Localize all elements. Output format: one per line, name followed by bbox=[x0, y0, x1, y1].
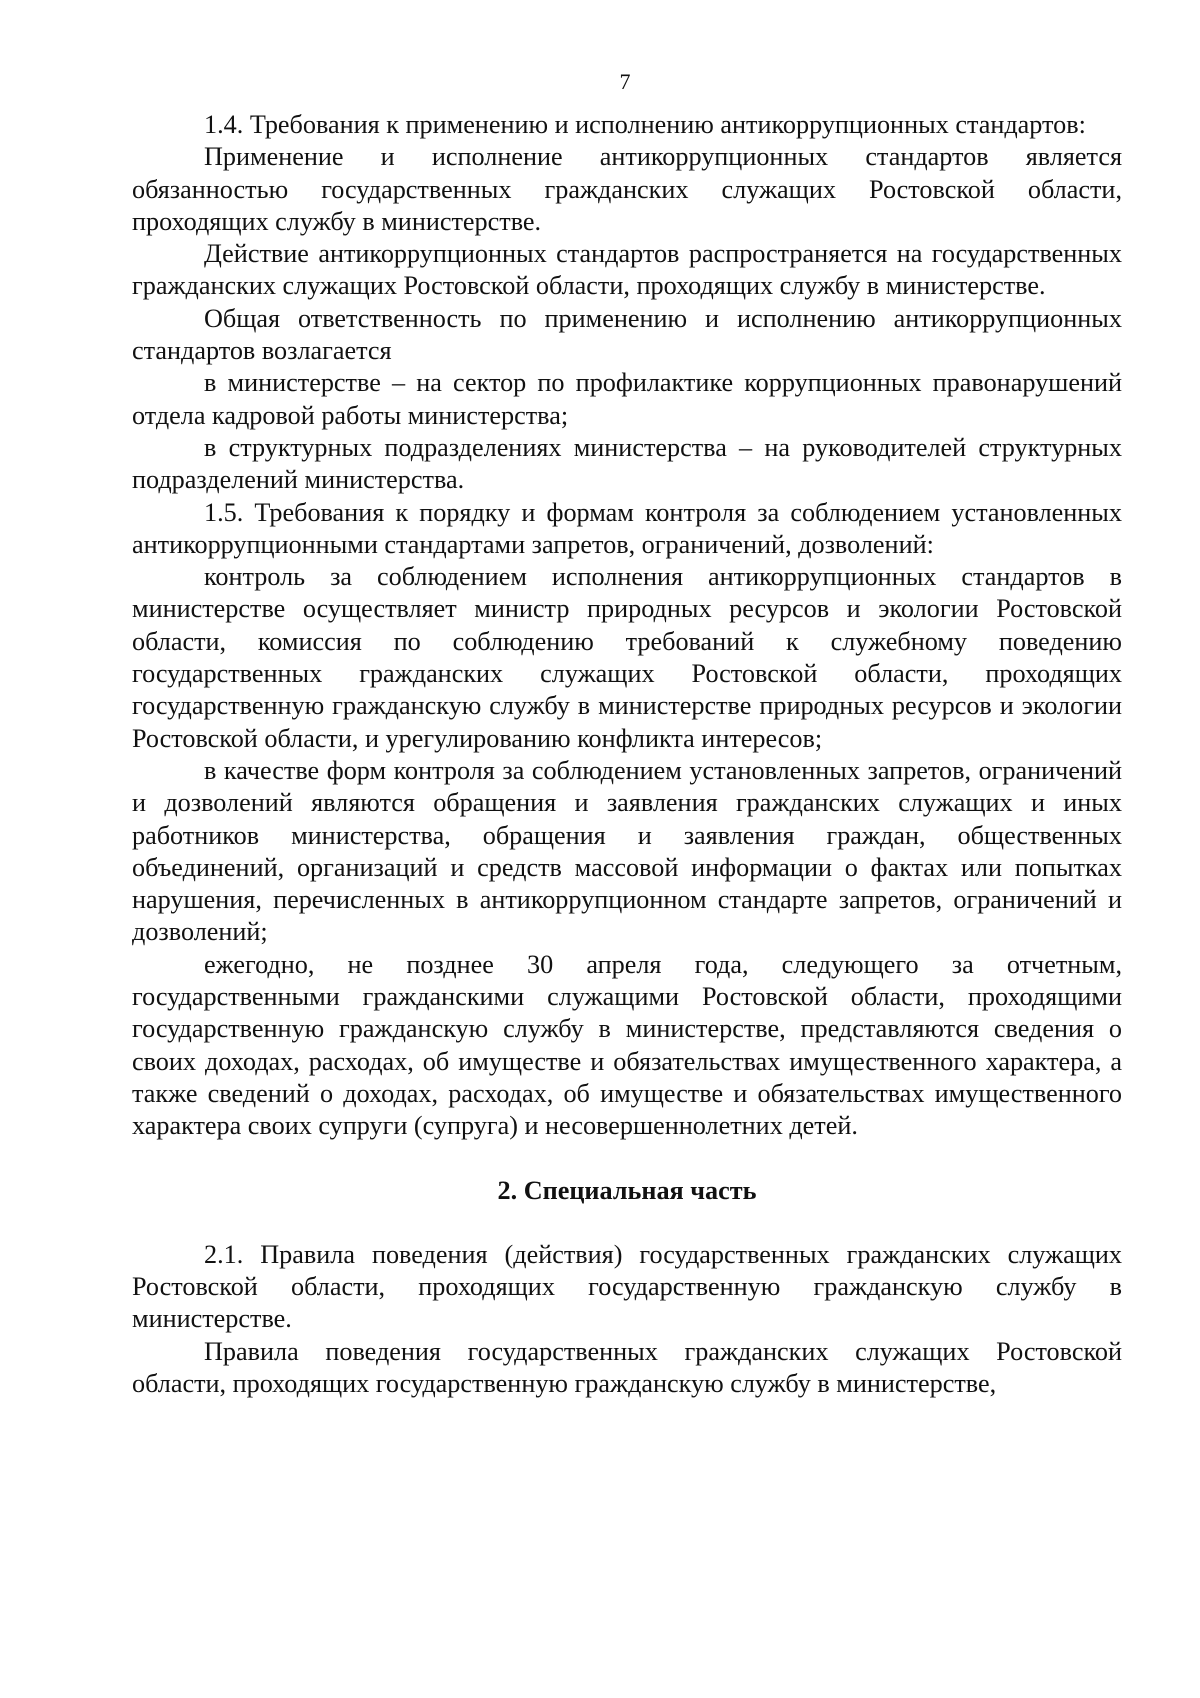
paragraph-scope: Действие антикоррупционных стандартов распространяется на государственных гражданских служащих Ростовской области, проходящих службу в министерстве. bbox=[132, 239, 1122, 301]
paragraph-control: контроль за соблюдением исполнения антикоррупционных стандартов в министерстве осуществляет министр природных ресурсов и экологии Ростовской области, комиссия по соблюдению требований к служебному поведению государственных гражданских служащих Ростовской области, проходящих государственную гражданскую службу в министерстве природных ресурсов и экологии Ростовской области, и урегулированию конфликта интересов; bbox=[132, 562, 1122, 753]
paragraph-2-1-heading: 2.1. Правила поведения (действия) государственных гражданских служащих Ростовской области, проходящих государственную гражданскую службу в министерстве. bbox=[132, 1239, 1122, 1334]
document-body bbox=[132, 109, 1122, 1400]
paragraph-responsibility: Общая ответственность по применению и исполнению антикоррупционных стандартов возлагается bbox=[132, 303, 1122, 366]
paragraph-1-4-heading: 1.4. Требования к применению и исполнению антикоррупционных стандартов: bbox=[204, 110, 1086, 139]
paragraph-control-forms: в качестве форм контроля за соблюдением установленных запретов, ограничений и дозволений являются обращения и заявления гражданских служащих и иных работников министерства, обращения и заявления граждан, общественных объединений, организаций и средств массовой информации о фактах или попытках нарушения, перечисленных в антикоррупционном стандарте запретов, ограничений и дозволений; bbox=[132, 755, 1122, 947]
page-number: 7 bbox=[619, 69, 631, 94]
paragraph-obligation: Применение и исполнение антикоррупционных стандартов является обязанностью государственных гражданских служащих Ростовской области, проходящих службу в министерстве. bbox=[132, 142, 1122, 236]
paragraph-behavior-rules: Правила поведения государственных гражданских служащих Ростовской области, проходящих государственную гражданскую службу в министерстве, bbox=[132, 1336, 1122, 1398]
paragraph-ministry-sector: в министерстве – на сектор по профилактике коррупционных правонарушений отдела кадровой работы министерства; bbox=[132, 368, 1122, 430]
paragraph-1-5-heading: 1.5. Требования к порядку и формам контроля за соблюдением установленных антикоррупционными стандартами запретов, ограничений, дозволений: bbox=[132, 497, 1122, 559]
section-heading: 2. Специальная часть bbox=[497, 1175, 757, 1205]
paragraph-structural-units: в структурных подразделениях министерства – на руководителей структурных подразделений министерства. bbox=[132, 432, 1122, 495]
paragraph-income-reporting: ежегодно, не позднее 30 апреля года, следующего за отчетным, государственными гражданскими служащими Ростовской области, проходящими государственную гражданскую службу в министерстве, представляются сведения о своих доходах, расходах, об имуществе и обязательствах имущественного характера, а также сведений о доходах, расходах, об имуществе и обязательствах имущественного характера своих супруги (супруга) и несовершеннолетних детей. bbox=[132, 949, 1122, 1141]
